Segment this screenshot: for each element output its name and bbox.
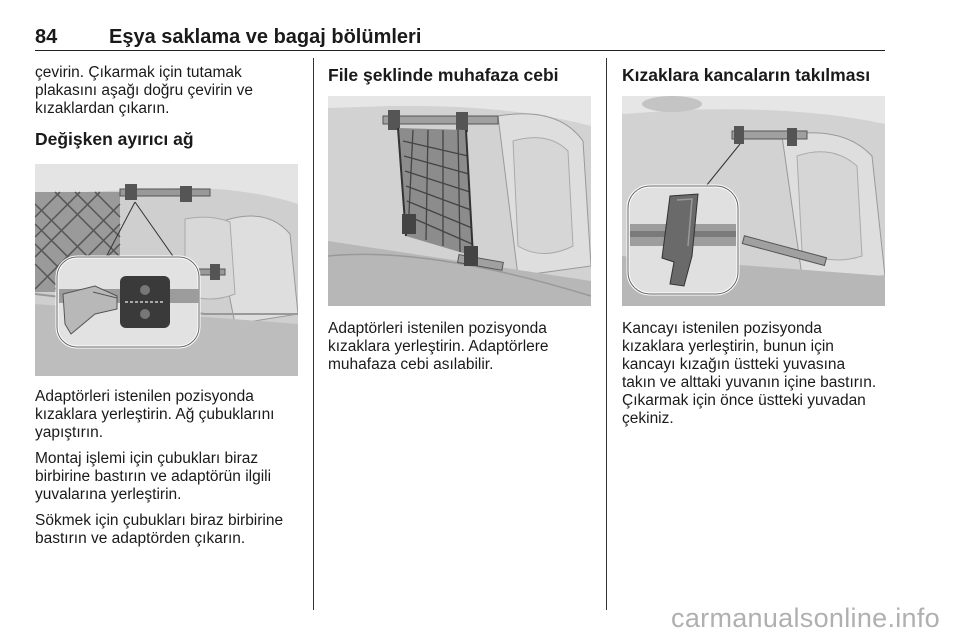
header-rule — [35, 50, 885, 51]
paragraph-pocket-adapters: Adaptörleri istenilen pozisyonda kızaklara yerleştirin. Adaptörlere muhafaza cebi asılabilir. — [328, 320, 549, 373]
column-divider-right — [606, 58, 607, 610]
hook-installation-illustration — [622, 96, 885, 306]
paragraph-mounting: Montaj işlemi için çubukları biraz birbirine bastırın ve adaptörün ilgili yuvalarına yerleştirin. — [35, 450, 272, 503]
page-title: Eşya saklama ve bagaj bölümleri — [109, 26, 422, 48]
column-divider-left — [313, 58, 314, 610]
section-heading-storage-pocket: File şeklinde muhafaza cebi — [328, 65, 559, 85]
column-2 — [328, 64, 598, 382]
section-heading-variable-net: Değişken ayırıcı ağ — [35, 129, 194, 149]
intro-paragraph: çevirin. Çıkarmak için tutamak plakasını aşağı doğru çevirin ve kızaklardan çıkarın. — [35, 64, 253, 117]
watermark: carmanualsonline.info — [671, 603, 940, 633]
hook-detail-inset — [628, 186, 738, 294]
paragraph-removal: Sökmek için çubukları biraz birbirine bastırın ve adaptörden çıkarın. — [35, 512, 284, 547]
detail-inset — [57, 257, 199, 347]
cargo-net-illustration — [35, 164, 298, 376]
storage-pocket-illustration — [328, 96, 591, 306]
paragraph-hook-instructions: Kancayı istenilen pozisyonda kızaklara yerleştirin, bunun için kancayı kızağın üstteki yuvasına takın ve alttaki yuvanın içine bastırın. Çıkarmak için önce üstteki yuvadan çekiniz. — [622, 320, 877, 427]
column-1 — [35, 64, 305, 556]
page-number: 84 — [35, 26, 58, 48]
page-header — [35, 26, 885, 50]
section-heading-hooks: Kızaklara kancaların takılması — [622, 65, 871, 85]
paragraph-install-adapters: Adaptörleri istenilen pozisyonda kızaklara yerleştirin. Ağ çubuklarını yapıştırın. — [35, 388, 275, 441]
pocket-net — [398, 128, 473, 256]
column-3 — [622, 64, 892, 436]
